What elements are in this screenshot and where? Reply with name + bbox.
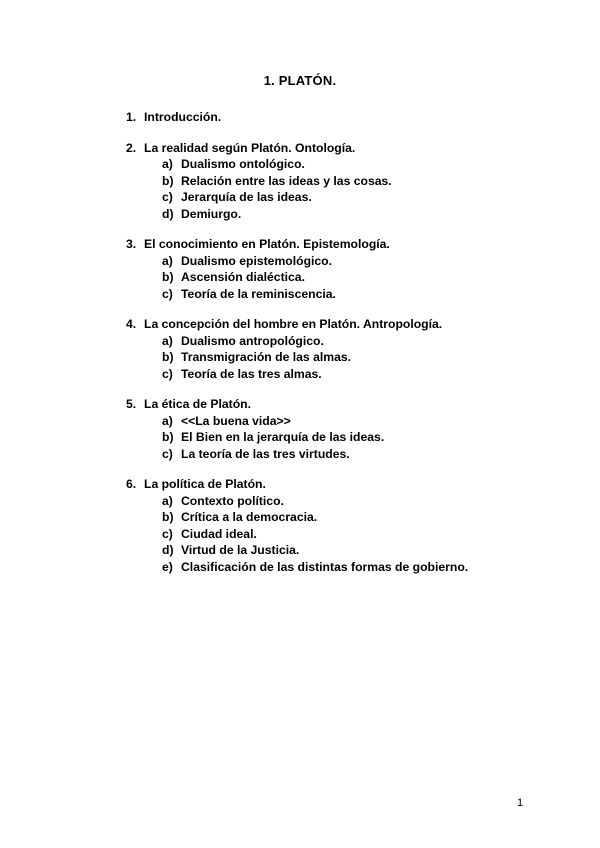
section-number: 1. (126, 110, 137, 124)
subsection-text: Jerarquía de las ideas. (181, 190, 312, 204)
subsection-text: Teoría de la reminiscencia. (181, 286, 336, 301)
section-title: La concepción del hombre en Platón. Antropología. (144, 317, 443, 331)
section-title: Introducción. (144, 110, 222, 124)
subsection-item (126, 206, 566, 223)
subsection-text: Demiurgo. (181, 206, 242, 221)
section (126, 316, 566, 382)
subsection-item (126, 253, 566, 270)
subsection-letter: b) (162, 430, 174, 444)
subsection-list (126, 493, 566, 576)
section-number: 4. (126, 317, 137, 331)
subsection-item (126, 446, 566, 463)
subsection-letter: c) (162, 446, 173, 461)
section-number: 5. (126, 397, 137, 411)
subsection-text: Ascensión dialéctica. (181, 270, 305, 284)
subsection-item (126, 366, 566, 383)
subsection-item (126, 269, 566, 286)
subsection-text: Contexto político. (181, 493, 284, 508)
subsection-letter: b) (162, 173, 174, 188)
subsection-letter: a) (162, 253, 173, 268)
subsection-letter: b) (162, 350, 174, 364)
section (126, 396, 566, 462)
subsection-item (126, 493, 566, 510)
section-title: La ética de Platón. (144, 397, 252, 411)
page-title: 1. PLATÓN. (263, 73, 337, 88)
section-number: 2. (126, 140, 137, 155)
subsection-item (126, 526, 566, 543)
subsection-letter: b) (162, 270, 174, 284)
section-number: 6. (126, 477, 137, 491)
subsection-text: Clasificación de las distintas formas de gobierno. (181, 559, 469, 574)
section (126, 236, 566, 302)
subsection-text: La teoría de las tres virtudes. (181, 446, 350, 461)
section (126, 140, 566, 223)
subsection-item (126, 156, 566, 173)
page-number: 1 (517, 797, 524, 809)
subsection-item (126, 333, 566, 350)
subsection-letter: e) (162, 559, 173, 574)
subsection-item (126, 189, 566, 206)
subsection-letter: b) (162, 510, 174, 524)
subsection-letter: a) (162, 333, 173, 348)
subsection-letter: c) (162, 366, 173, 381)
subsection-text: Virtud de la Justicia. (181, 543, 300, 557)
subsection-item (126, 509, 566, 526)
subsection-item (126, 542, 566, 559)
subsection-letter: d) (162, 543, 174, 557)
subsection-text: Dualismo ontológico. (181, 157, 305, 171)
section-title: El conocimiento en Platón. Epistemología. (144, 237, 390, 251)
subsection-text: Crítica a la democracia. (181, 510, 318, 524)
subsection-list (126, 156, 566, 222)
subsection-text: Teoría de las tres almas. (181, 366, 322, 381)
subsection-item (126, 349, 566, 366)
subsection-letter: c) (162, 526, 173, 541)
subsection-letter: a) (162, 413, 173, 428)
subsection-text: <<La buena vida>> (181, 413, 291, 428)
subsection-list (126, 253, 566, 303)
section-heading (126, 476, 566, 493)
subsection-letter: c) (162, 286, 173, 301)
section-heading (126, 236, 566, 253)
subsection-letter: a) (162, 157, 173, 171)
section-heading (126, 316, 566, 333)
subsection-list (126, 333, 566, 383)
section-title: La realidad según Platón. Ontología. (144, 140, 356, 155)
subsection-text: El Bien en la jerarquía de las ideas. (181, 430, 385, 444)
section-title: La política de Platón. (144, 477, 266, 491)
section (126, 109, 566, 126)
subsection-text: Dualismo antropológico. (181, 333, 324, 348)
subsection-item (126, 429, 566, 446)
subsection-item (126, 559, 566, 576)
outline-list (126, 109, 566, 589)
subsection-item (126, 286, 566, 303)
subsection-text: Transmigración de las almas. (181, 350, 352, 364)
subsection-letter: c) (162, 190, 173, 204)
section-heading (126, 109, 566, 126)
section-number: 3. (126, 237, 137, 251)
subsection-text: Relación entre las ideas y las cosas. (181, 173, 392, 188)
subsection-item (126, 413, 566, 430)
subsection-item (126, 173, 566, 190)
subsection-letter: d) (162, 206, 174, 221)
subsection-letter: a) (162, 493, 173, 508)
subsection-text: Dualismo epistemológico. (181, 253, 333, 268)
subsection-text: Ciudad ideal. (181, 526, 257, 541)
section-heading (126, 396, 566, 413)
subsection-list (126, 413, 566, 463)
section (126, 476, 566, 575)
section-heading (126, 140, 566, 157)
